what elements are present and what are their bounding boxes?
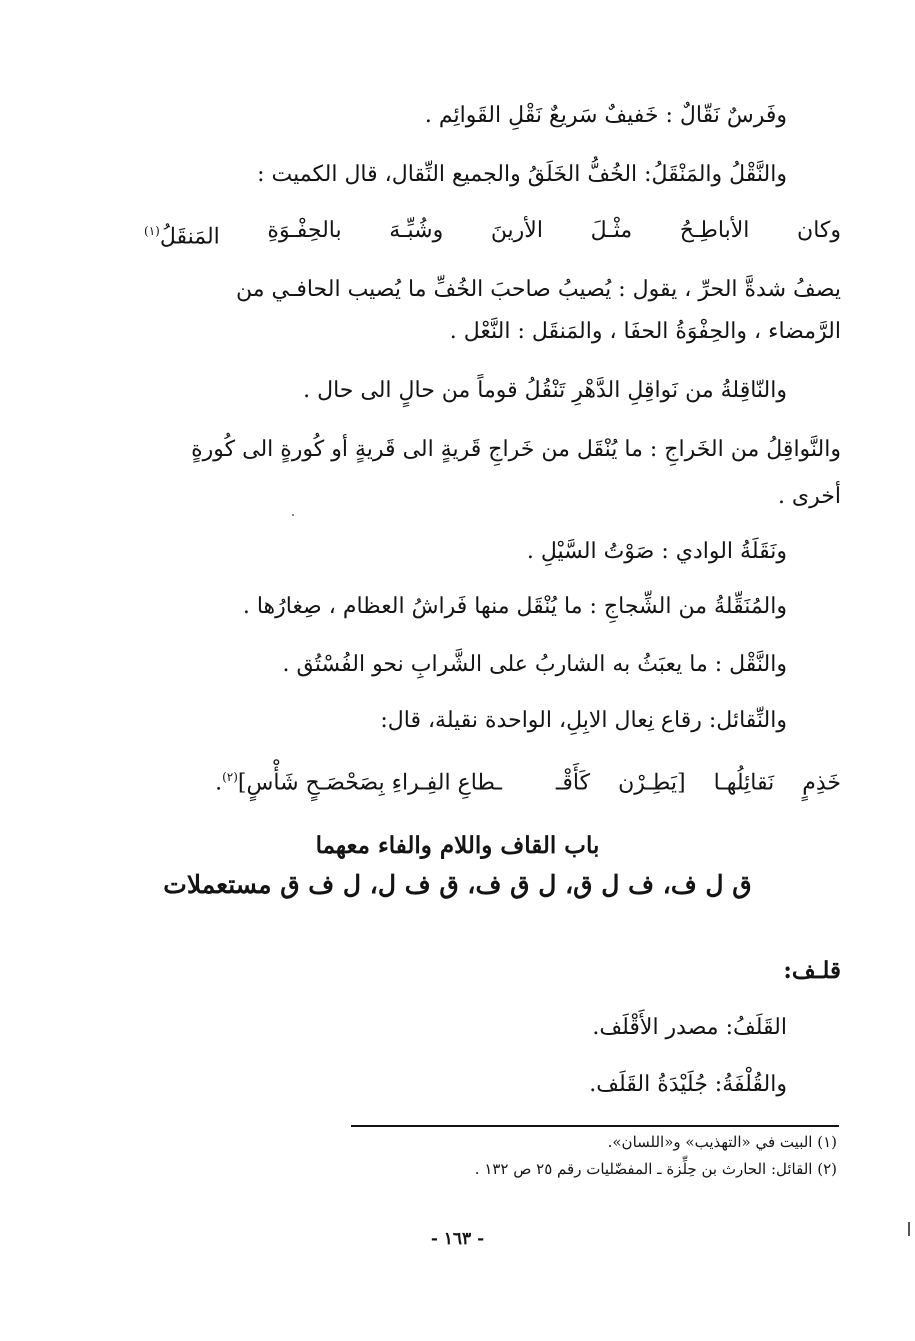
text-line: أخرى . (777, 484, 841, 509)
section-title: باب القاف واللام والفاء معهما (315, 832, 600, 859)
page-number: - ١٦٣ - (430, 1229, 485, 1249)
footnote: (٢) القائل: الحارث بن حِلِّزة ـ المفضّليات رقم ٢٥ ص ١٣٢ . (474, 1160, 837, 1178)
text-line: والنِّقائل: رقاع نِعال الابِلِ، الواحدة نقيلة، قال: (380, 708, 787, 733)
entry-definition: القَلَفُ: مصدر الأَقْلَف. (592, 1015, 787, 1040)
verse-line (144, 762, 841, 798)
entry-head: قلـف: (783, 957, 841, 984)
verse-word: وكان (797, 218, 841, 243)
verse-word: [يَطِـرْن (618, 770, 686, 796)
scan-speck (292, 514, 294, 516)
verse-word: وشُبِّـهَ (389, 218, 444, 243)
text-line: الرَّمضاء ، والحِفْوَةُ الحفَا ، والمَنقَل : النَّعْل . (449, 319, 841, 344)
text-line (144, 275, 841, 305)
text-line: والنَّواقِلُ من الخَراجِ : ما يُنْقَل من خَراجِ قَريةٍ الى قَريةٍ أو كُورةٍ الى كُورةٍ (191, 437, 841, 462)
verse-line (144, 216, 841, 252)
verse-word: كَأَقْـ (555, 770, 591, 796)
verse-word: الأباطِـحُ (679, 218, 750, 243)
verse-word: ـطاعِ الفِـراءِ بِصَحْصَـحٍ شَأْسٍ] (237, 770, 502, 796)
verse-end-mark: . (215, 770, 223, 796)
text-line: والنَّقْل : ما يعبَثُ به الشاربُ على الشَّرابِ نحو الفُسْتُق . (282, 652, 787, 677)
footnote-divider (351, 1125, 839, 1127)
footnote: (١) البيت في «التهذيب» و«اللسان». (607, 1133, 837, 1151)
verse-word-text: المَنقَلُ (159, 224, 220, 250)
text-line: وفَرسٌ نَقّالٌ : خَفيفٌ سَريعٌ نَقْلِ القَوائِم . (424, 103, 787, 128)
verse-word (144, 216, 220, 252)
verse-word: نَقائِلُهـا (713, 770, 775, 796)
scan-speck (908, 1222, 910, 1236)
text-line: ونَقَلَةُ الوادي : صَوْتُ السَّيْلِ . (526, 539, 787, 564)
verse-word: بالحِفْـوَةِ (267, 218, 342, 243)
text-line: والمُنَقِّلةُ من الشِّجاجِ : ما يُنْقَل منها فَراشُ العظام ، صِغارُها . (242, 594, 787, 619)
entry-definition: والقُلْفَةُ: جُلَيْدَةُ القَلَف. (589, 1072, 787, 1097)
text-line-content: يصفُ شدةَّ الحرِّ ، يقول : يُصيبُ صاحبَ الخُفِّ ما يُصيب الحافـي من (236, 277, 841, 302)
section-subtitle: ق ل ف، ف ل ق، ل ق ف، ق ف ل، ل ف ق مستعملات (163, 870, 752, 899)
footnote-reference: (٢) (222, 770, 238, 784)
footnote-reference: (١) (144, 224, 160, 238)
verse-word: خَذِمٍ (802, 770, 841, 796)
text-line: والنّاقِلةُ من نَواقِلِ الدَّهْرِ تَنْقُلُ قوماً من حالٍ الى حال . (303, 378, 787, 403)
text-line: والنَّقْلُ والمَنْقَلُ: الخُفُّ الخَلَقُ والجميع النِّقال، قال الكميت : (257, 162, 787, 187)
verse-word: مثْـلَ (590, 218, 633, 243)
verse-word: الأرينَ (490, 218, 543, 243)
